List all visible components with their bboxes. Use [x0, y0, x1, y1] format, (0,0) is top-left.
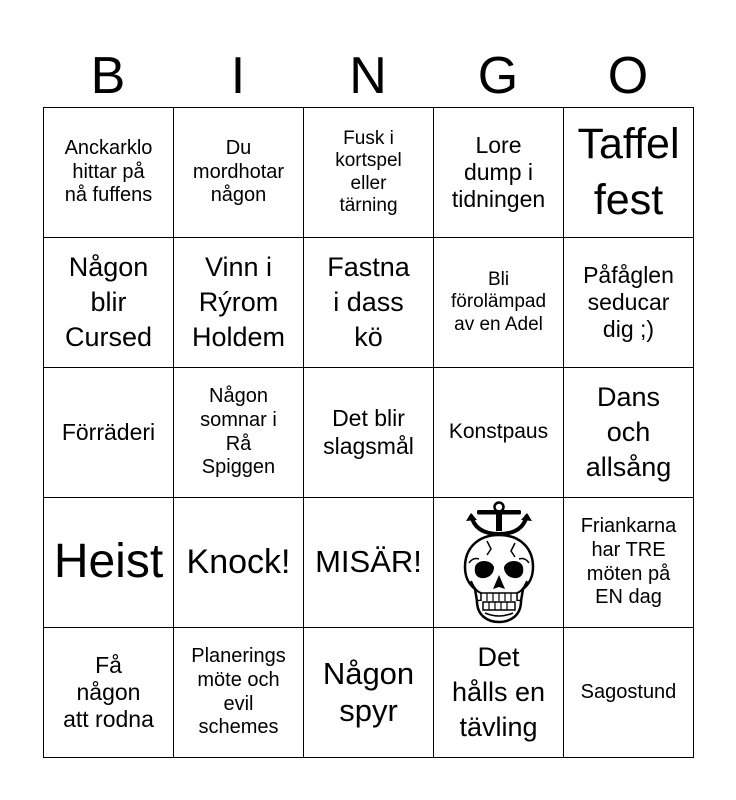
bingo-cell[interactable]	[304, 238, 434, 368]
cell-text: MISÄR!	[315, 544, 422, 580]
cell-text: Lore dump i tidningen	[451, 131, 546, 213]
bingo-cell[interactable]	[174, 108, 304, 238]
header-letter-b: B	[90, 47, 126, 105]
bingo-cell[interactable]	[304, 108, 434, 238]
bingo-cell[interactable]	[434, 368, 564, 498]
cell-text: Det hålls en tävling	[451, 641, 546, 743]
free-space-cell[interactable]	[434, 498, 564, 628]
bingo-cell[interactable]	[564, 238, 694, 368]
bingo-cell[interactable]	[44, 368, 174, 498]
bingo-cell[interactable]	[434, 108, 564, 238]
cell-text: Heist	[53, 535, 164, 589]
board-row	[44, 238, 694, 368]
bingo-cell[interactable]	[44, 238, 174, 368]
cell-text: Taffel fest	[577, 119, 680, 224]
bingo-cell[interactable]	[44, 628, 174, 758]
bingo-cell[interactable]	[564, 628, 694, 758]
bingo-cell[interactable]	[44, 108, 174, 238]
cell-text: Någon somnar i Rå Spiggen	[200, 385, 277, 479]
bingo-header	[43, 46, 693, 106]
cell-text: Sagostund	[580, 680, 677, 703]
cell-text: Förräderi	[61, 418, 156, 445]
bingo-board	[43, 107, 694, 758]
cell-text: Konstpaus	[448, 420, 549, 444]
bingo-cell[interactable]	[174, 368, 304, 498]
cell-text: Fusk i kortspel eller tärning	[335, 127, 402, 216]
bingo-cell[interactable]	[304, 498, 434, 628]
header-letter-o: O	[607, 47, 649, 105]
cell-text: Få någon att rodna	[63, 651, 154, 733]
board-row	[44, 108, 694, 238]
cell-text: Påfåglen seducar dig ;)	[583, 261, 674, 343]
bingo-cell[interactable]	[304, 628, 434, 758]
cell-text: Fastna i dass kö	[327, 251, 410, 353]
cell-text: Du mordhotar någon	[192, 137, 285, 207]
cell-text: Friankarna har TRE möten på EN dag	[580, 515, 677, 609]
cell-text: Bli förolämpad av en Adel	[450, 268, 547, 335]
header-letter-g: G	[477, 47, 519, 105]
bingo-cell[interactable]	[174, 628, 304, 758]
bingo-cell[interactable]	[174, 498, 304, 628]
cell-text: Knock!	[186, 543, 291, 582]
cell-text: Någon blir Cursed	[64, 251, 153, 353]
cell-text: Anckarklo hittar på nå fuffens	[64, 137, 153, 207]
cell-text: Planerings möte och evil schemes	[191, 645, 286, 739]
bingo-cell[interactable]	[174, 238, 304, 368]
cell-text: Dans och allsång	[585, 381, 672, 483]
cell-text: Någon spyr	[322, 655, 415, 728]
bingo-cell[interactable]	[564, 498, 694, 628]
header-letter-i: I	[230, 47, 246, 105]
bingo-cell[interactable]	[434, 238, 564, 368]
board-row	[44, 368, 694, 498]
board-row	[44, 498, 694, 628]
bingo-cell[interactable]	[564, 368, 694, 498]
bingo-cell[interactable]	[304, 368, 434, 498]
skull-anchor-icon	[457, 501, 541, 625]
board-row	[44, 628, 694, 758]
bingo-cell[interactable]	[434, 628, 564, 758]
cell-text: Vinn i Rýrom Holdem	[191, 251, 286, 353]
header-letter-n: N	[349, 47, 387, 105]
bingo-cell[interactable]	[564, 108, 694, 238]
bingo-cell[interactable]	[44, 498, 174, 628]
cell-text: Det blir slagsmål	[323, 405, 414, 459]
